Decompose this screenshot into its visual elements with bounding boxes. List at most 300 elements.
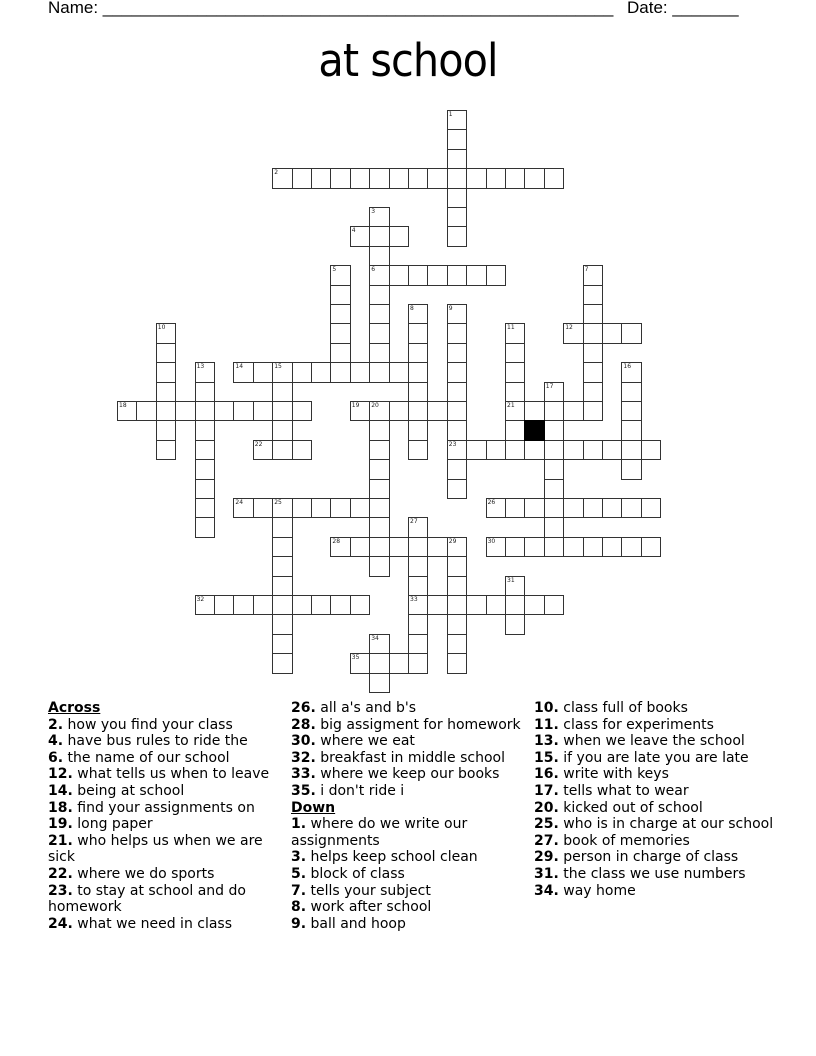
grid-cell[interactable] bbox=[447, 556, 467, 576]
grid-cell[interactable] bbox=[292, 168, 312, 188]
grid-cell[interactable] bbox=[505, 168, 525, 188]
grid-cell[interactable] bbox=[156, 420, 176, 440]
clue-number: 28. bbox=[291, 716, 316, 733]
grid-cell[interactable] bbox=[272, 401, 292, 421]
grid-cell[interactable] bbox=[389, 401, 409, 421]
grid-cell[interactable] bbox=[447, 110, 467, 130]
grid-cell[interactable] bbox=[350, 401, 370, 421]
clue-number: 11. bbox=[534, 716, 559, 733]
grid-cell[interactable] bbox=[292, 440, 312, 460]
grid-cell[interactable] bbox=[621, 537, 641, 557]
grid-cell[interactable] bbox=[563, 401, 583, 421]
grid-cell[interactable] bbox=[486, 265, 506, 285]
down-clue bbox=[534, 816, 794, 833]
grid-cell[interactable] bbox=[505, 498, 525, 518]
grid-cell[interactable] bbox=[602, 440, 622, 460]
grid-cell[interactable] bbox=[195, 595, 215, 615]
clue-text: work after school bbox=[306, 899, 432, 916]
grid-cell[interactable] bbox=[330, 537, 350, 557]
grid-cell[interactable] bbox=[369, 168, 389, 188]
grid-cell[interactable] bbox=[330, 323, 350, 343]
grid-cell[interactable] bbox=[447, 479, 467, 499]
grid-cell[interactable] bbox=[621, 459, 641, 479]
clue-text: who is in charge at our school bbox=[558, 816, 774, 833]
down-clue bbox=[534, 750, 794, 767]
clue-number: 14. bbox=[48, 782, 73, 799]
grid-cell[interactable] bbox=[524, 537, 544, 557]
grid-cell[interactable] bbox=[544, 537, 564, 557]
date-field-label: Date: _______ bbox=[627, 0, 739, 17]
grid-cell[interactable] bbox=[195, 517, 215, 537]
grid-cell[interactable] bbox=[621, 440, 641, 460]
grid-cell[interactable] bbox=[156, 343, 176, 363]
clue-number: 19. bbox=[48, 816, 73, 833]
grid-cell[interactable] bbox=[447, 149, 467, 169]
puzzle-title: at school bbox=[318, 34, 498, 87]
grid-cell[interactable] bbox=[447, 207, 467, 227]
grid-cell[interactable] bbox=[486, 595, 506, 615]
grid-cell[interactable] bbox=[408, 382, 428, 402]
grid-cell[interactable] bbox=[195, 459, 215, 479]
clue-text: big assigment for homework bbox=[315, 716, 521, 733]
grid-cell[interactable] bbox=[447, 576, 467, 596]
grid-cell[interactable] bbox=[408, 362, 428, 382]
grid-cell[interactable] bbox=[156, 382, 176, 402]
grid-cell[interactable] bbox=[505, 576, 525, 596]
grid-cell[interactable] bbox=[408, 537, 428, 557]
grid-cell[interactable] bbox=[369, 498, 389, 518]
grid-cell[interactable] bbox=[641, 440, 661, 460]
grid-cell[interactable] bbox=[563, 537, 583, 557]
grid-cell[interactable] bbox=[447, 323, 467, 343]
down-clue bbox=[291, 899, 531, 916]
grid-cell[interactable] bbox=[447, 265, 467, 285]
cell-number: 7 bbox=[584, 266, 589, 274]
grid-cell[interactable] bbox=[447, 362, 467, 382]
grid-cell[interactable] bbox=[408, 265, 428, 285]
grid-cell[interactable] bbox=[253, 362, 273, 382]
grid-cell[interactable] bbox=[330, 265, 350, 285]
grid-cell[interactable] bbox=[272, 498, 292, 518]
grid-cell[interactable] bbox=[272, 517, 292, 537]
grid-cell[interactable] bbox=[272, 168, 292, 188]
grid-cell[interactable] bbox=[272, 440, 292, 460]
clue-number: 32. bbox=[291, 749, 316, 766]
grid-cell[interactable] bbox=[292, 498, 312, 518]
grid-cell[interactable] bbox=[447, 382, 467, 402]
grid-cell[interactable] bbox=[311, 595, 331, 615]
grid-cell[interactable] bbox=[408, 323, 428, 343]
clue-text: tells what to wear bbox=[558, 782, 689, 799]
grid-cell[interactable] bbox=[408, 401, 428, 421]
grid-cell[interactable] bbox=[544, 401, 564, 421]
grid-cell[interactable] bbox=[466, 265, 486, 285]
grid-cell[interactable] bbox=[369, 323, 389, 343]
grid-cell[interactable] bbox=[292, 595, 312, 615]
clue-number: 9. bbox=[291, 915, 307, 932]
grid-cell[interactable] bbox=[505, 343, 525, 363]
grid-cell[interactable] bbox=[214, 401, 234, 421]
grid-cell[interactable] bbox=[447, 129, 467, 149]
grid-cell[interactable] bbox=[408, 420, 428, 440]
grid-cell[interactable] bbox=[505, 382, 525, 402]
grid-cell[interactable] bbox=[253, 498, 273, 518]
grid-cell[interactable] bbox=[544, 459, 564, 479]
grid-cell[interactable] bbox=[369, 653, 389, 673]
grid-cell[interactable] bbox=[505, 440, 525, 460]
grid-cell[interactable] bbox=[292, 362, 312, 382]
grid-cell[interactable] bbox=[292, 401, 312, 421]
grid-cell[interactable] bbox=[175, 401, 195, 421]
grid-cell[interactable] bbox=[350, 498, 370, 518]
grid-cell[interactable] bbox=[447, 440, 467, 460]
grid-cell[interactable] bbox=[272, 576, 292, 596]
grid-cell[interactable] bbox=[272, 653, 292, 673]
grid-cell[interactable] bbox=[447, 304, 467, 324]
grid-cell[interactable] bbox=[330, 595, 350, 615]
clue-text: block of class bbox=[306, 865, 405, 882]
grid-cell[interactable] bbox=[272, 362, 292, 382]
grid-cell[interactable] bbox=[544, 498, 564, 518]
grid-cell[interactable] bbox=[486, 168, 506, 188]
down-clue bbox=[534, 766, 794, 783]
cell-number: 33 bbox=[410, 596, 418, 603]
grid-cell[interactable] bbox=[233, 362, 253, 382]
cell-number: 25 bbox=[274, 499, 282, 506]
clue-number: 24. bbox=[48, 915, 73, 932]
grid-cell[interactable] bbox=[583, 382, 603, 402]
grid-cell[interactable] bbox=[195, 498, 215, 518]
grid-cell[interactable] bbox=[583, 362, 603, 382]
grid-cell[interactable] bbox=[389, 168, 409, 188]
clue-text: what tells us when to leave bbox=[72, 766, 270, 783]
grid-cell[interactable] bbox=[427, 168, 447, 188]
cell-number: 20 bbox=[371, 402, 379, 409]
grid-cell[interactable] bbox=[447, 226, 467, 246]
grid-cell[interactable] bbox=[156, 362, 176, 382]
cell-number: 32 bbox=[196, 596, 205, 603]
grid-cell[interactable] bbox=[563, 498, 583, 518]
grid-cell[interactable] bbox=[563, 440, 583, 460]
grid-cell[interactable] bbox=[447, 614, 467, 634]
grid-cell[interactable] bbox=[447, 188, 467, 208]
grid-cell[interactable] bbox=[544, 595, 564, 615]
clue-number: 31. bbox=[534, 865, 559, 882]
grid-cell[interactable] bbox=[505, 323, 525, 343]
clue-number: 5. bbox=[291, 865, 307, 882]
grid-cell[interactable] bbox=[466, 595, 486, 615]
grid-cell[interactable] bbox=[427, 265, 447, 285]
grid-cell[interactable] bbox=[369, 401, 389, 421]
grid-cell[interactable] bbox=[253, 595, 273, 615]
grid-cell[interactable] bbox=[408, 614, 428, 634]
grid-cell[interactable] bbox=[330, 304, 350, 324]
clue-number: 27. bbox=[534, 832, 559, 849]
grid-cell[interactable] bbox=[583, 537, 603, 557]
grid-cell[interactable] bbox=[389, 265, 409, 285]
grid-cell[interactable] bbox=[505, 420, 525, 440]
grid-cell[interactable] bbox=[369, 226, 389, 246]
grid-cell[interactable] bbox=[156, 440, 176, 460]
grid-cell[interactable] bbox=[369, 440, 389, 460]
grid-cell[interactable] bbox=[447, 634, 467, 654]
grid-cell[interactable] bbox=[330, 343, 350, 363]
grid-cell[interactable] bbox=[369, 207, 389, 227]
grid-cell[interactable] bbox=[524, 440, 544, 460]
clue-text: class full of books bbox=[558, 700, 688, 716]
clue-text: breakfast in middle school bbox=[315, 749, 505, 766]
grid-cell[interactable] bbox=[272, 382, 292, 402]
clue-text: kicked out of school bbox=[558, 799, 703, 816]
clue-number: 29. bbox=[534, 849, 559, 866]
grid-cell[interactable] bbox=[466, 168, 486, 188]
grid-cell[interactable] bbox=[447, 401, 467, 421]
cell-number: 5 bbox=[332, 266, 337, 274]
cell-number: 10 bbox=[157, 324, 166, 332]
clue-number: 17. bbox=[534, 782, 559, 799]
clue-number: 15. bbox=[534, 749, 559, 766]
grid-cell[interactable] bbox=[233, 498, 253, 518]
grid-cell[interactable] bbox=[350, 168, 370, 188]
grid-cell[interactable] bbox=[389, 226, 409, 246]
grid-cell[interactable] bbox=[447, 168, 467, 188]
name-field-label: Name: ______________________________________________________ bbox=[48, 0, 614, 17]
cell-number: 4 bbox=[351, 227, 356, 235]
grid-cell[interactable] bbox=[311, 498, 331, 518]
down-heading: Down bbox=[291, 799, 336, 816]
grid-cell[interactable] bbox=[427, 401, 447, 421]
clue-text: where do we write our assignments bbox=[291, 816, 468, 849]
grid-cell[interactable] bbox=[369, 556, 389, 576]
across-clue bbox=[48, 750, 283, 767]
grid-cell[interactable] bbox=[583, 323, 603, 343]
grid-cell[interactable] bbox=[233, 595, 253, 615]
grid-cell[interactable] bbox=[369, 479, 389, 499]
clues-column-2 bbox=[291, 700, 531, 932]
grid-cell[interactable] bbox=[369, 265, 389, 285]
cell-number: 31 bbox=[507, 576, 515, 584]
cell-number: 23 bbox=[448, 440, 457, 448]
cell-number: 1 bbox=[448, 111, 453, 118]
grid-cell[interactable] bbox=[330, 285, 350, 305]
grid-cell[interactable] bbox=[195, 420, 215, 440]
grid-cell[interactable] bbox=[408, 595, 428, 615]
grid-cell[interactable] bbox=[389, 537, 409, 557]
down-clue bbox=[534, 700, 794, 717]
grid-cell[interactable] bbox=[369, 459, 389, 479]
cell-number: 15 bbox=[274, 363, 282, 371]
cell-number: 22 bbox=[254, 440, 263, 448]
grid-cell[interactable] bbox=[272, 420, 292, 440]
grid-cell[interactable] bbox=[195, 382, 215, 402]
grid-cell[interactable] bbox=[505, 362, 525, 382]
down-clue bbox=[534, 733, 794, 750]
grid-cell[interactable] bbox=[544, 517, 564, 537]
grid-cell[interactable] bbox=[408, 343, 428, 363]
grid-cell[interactable] bbox=[447, 595, 467, 615]
grid-cell[interactable] bbox=[621, 420, 641, 440]
grid-cell[interactable] bbox=[583, 265, 603, 285]
grid-cell[interactable] bbox=[311, 362, 331, 382]
grid-cell[interactable] bbox=[389, 362, 409, 382]
grid-cell[interactable] bbox=[583, 285, 603, 305]
clue-number: 33. bbox=[291, 766, 316, 783]
cell-number: 11 bbox=[507, 324, 515, 332]
grid-cell[interactable] bbox=[350, 653, 370, 673]
grid-cell[interactable] bbox=[621, 382, 641, 402]
grid-cell[interactable] bbox=[330, 498, 350, 518]
grid-cell[interactable] bbox=[311, 168, 331, 188]
clue-number: 25. bbox=[534, 816, 559, 833]
grid-cell[interactable] bbox=[156, 323, 176, 343]
cell-number: 2 bbox=[274, 169, 279, 177]
cell-number: 21 bbox=[507, 402, 515, 409]
clue-number: 13. bbox=[534, 733, 559, 750]
grid-cell[interactable] bbox=[369, 362, 389, 382]
grid-cell[interactable] bbox=[524, 168, 544, 188]
grid-cell[interactable] bbox=[195, 401, 215, 421]
grid-cell[interactable] bbox=[544, 382, 564, 402]
grid-cell[interactable] bbox=[330, 362, 350, 382]
down-clue bbox=[291, 883, 531, 900]
grid-cell[interactable] bbox=[369, 634, 389, 654]
grid-cell[interactable] bbox=[408, 168, 428, 188]
grid-cell[interactable] bbox=[408, 634, 428, 654]
clue-number: 1. bbox=[291, 816, 307, 833]
grid-cell[interactable] bbox=[427, 595, 447, 615]
grid-cell[interactable] bbox=[524, 401, 544, 421]
grid-cell[interactable] bbox=[350, 362, 370, 382]
grid-cell[interactable] bbox=[253, 440, 273, 460]
grid-cell[interactable] bbox=[505, 401, 525, 421]
grid-cell[interactable] bbox=[408, 653, 428, 673]
grid-cell[interactable] bbox=[369, 304, 389, 324]
grid-cell[interactable] bbox=[350, 537, 370, 557]
grid-cell[interactable] bbox=[602, 537, 622, 557]
grid-cell[interactable] bbox=[544, 479, 564, 499]
grid-cell[interactable] bbox=[253, 401, 273, 421]
grid-cell[interactable] bbox=[117, 401, 137, 421]
grid-cell[interactable] bbox=[156, 401, 176, 421]
down-clue bbox=[534, 833, 794, 850]
grid-cell[interactable] bbox=[369, 285, 389, 305]
cell-number: 9 bbox=[448, 305, 453, 312]
grid-cell[interactable] bbox=[505, 537, 525, 557]
grid-cell[interactable] bbox=[621, 362, 641, 382]
grid-cell[interactable] bbox=[195, 362, 215, 382]
across-clue bbox=[48, 916, 283, 933]
grid-cell[interactable] bbox=[369, 246, 389, 266]
down-clue bbox=[534, 849, 794, 866]
grid-cell[interactable] bbox=[408, 440, 428, 460]
grid-cell[interactable] bbox=[641, 498, 661, 518]
grid-cell[interactable] bbox=[408, 304, 428, 324]
clue-text: ball and hoop bbox=[306, 915, 406, 932]
clue-number: 7. bbox=[291, 882, 307, 899]
grid-cell[interactable] bbox=[466, 440, 486, 460]
grid-cell[interactable] bbox=[369, 517, 389, 537]
across-clue bbox=[48, 800, 283, 817]
grid-cell[interactable] bbox=[272, 595, 292, 615]
grid-cell[interactable] bbox=[563, 323, 583, 343]
grid-cell[interactable] bbox=[544, 168, 564, 188]
grid-cell[interactable] bbox=[583, 343, 603, 363]
grid-cell[interactable] bbox=[583, 440, 603, 460]
across-clue bbox=[291, 700, 531, 717]
grid-cell[interactable] bbox=[621, 323, 641, 343]
grid-cell[interactable] bbox=[350, 595, 370, 615]
grid-cell[interactable] bbox=[486, 440, 506, 460]
grid-cell[interactable] bbox=[621, 498, 641, 518]
cell-number: 29 bbox=[448, 537, 457, 545]
down-clue bbox=[291, 866, 531, 883]
grid-cell[interactable] bbox=[136, 401, 156, 421]
clue-number: 26. bbox=[291, 700, 316, 716]
clue-number: 22. bbox=[48, 865, 73, 882]
grid-cell[interactable] bbox=[272, 634, 292, 654]
grid-cell[interactable] bbox=[505, 595, 525, 615]
grid-cell[interactable] bbox=[350, 226, 370, 246]
grid-cell[interactable] bbox=[408, 576, 428, 596]
grid-cell[interactable] bbox=[583, 304, 603, 324]
grid-cell[interactable] bbox=[195, 479, 215, 499]
grid-cell[interactable] bbox=[272, 537, 292, 557]
cell-number: 17 bbox=[545, 382, 554, 390]
grid-cell[interactable] bbox=[447, 537, 467, 557]
grid-cell[interactable] bbox=[544, 420, 564, 440]
grid-cell[interactable] bbox=[427, 537, 447, 557]
cell-number: 6 bbox=[371, 266, 376, 274]
grid-cell[interactable] bbox=[330, 168, 350, 188]
grid-cell[interactable] bbox=[272, 614, 292, 634]
grid-cell[interactable] bbox=[641, 537, 661, 557]
grid-cell[interactable] bbox=[369, 343, 389, 363]
grid-cell[interactable] bbox=[583, 498, 603, 518]
grid-cell[interactable] bbox=[389, 653, 409, 673]
grid-cell[interactable] bbox=[272, 556, 292, 576]
across-clue bbox=[48, 783, 283, 800]
clue-text: book of memories bbox=[558, 832, 690, 849]
clues-column-1 bbox=[48, 700, 283, 932]
grid-cell[interactable] bbox=[583, 401, 603, 421]
grid-cell[interactable] bbox=[369, 537, 389, 557]
black-cell bbox=[524, 420, 544, 440]
grid-cell[interactable] bbox=[621, 401, 641, 421]
grid-cell[interactable] bbox=[195, 440, 215, 460]
grid-cell[interactable] bbox=[447, 459, 467, 479]
grid-cell[interactable] bbox=[447, 420, 467, 440]
grid-cell[interactable] bbox=[602, 323, 622, 343]
clue-number: 16. bbox=[534, 766, 559, 783]
grid-cell[interactable] bbox=[524, 595, 544, 615]
grid-cell[interactable] bbox=[447, 343, 467, 363]
grid-cell[interactable] bbox=[408, 556, 428, 576]
grid-cell[interactable] bbox=[505, 614, 525, 634]
grid-cell[interactable] bbox=[408, 517, 428, 537]
grid-cell[interactable] bbox=[486, 537, 506, 557]
grid-cell[interactable] bbox=[369, 673, 389, 693]
grid-cell[interactable] bbox=[214, 595, 234, 615]
clue-text: have bus rules to ride the bbox=[63, 733, 248, 750]
grid-cell[interactable] bbox=[524, 498, 544, 518]
grid-cell[interactable] bbox=[602, 498, 622, 518]
grid-cell[interactable] bbox=[447, 653, 467, 673]
grid-cell[interactable] bbox=[233, 401, 253, 421]
grid-cell[interactable] bbox=[486, 498, 506, 518]
grid-cell[interactable] bbox=[369, 420, 389, 440]
cell-number: 27 bbox=[410, 518, 418, 526]
grid-cell[interactable] bbox=[544, 440, 564, 460]
